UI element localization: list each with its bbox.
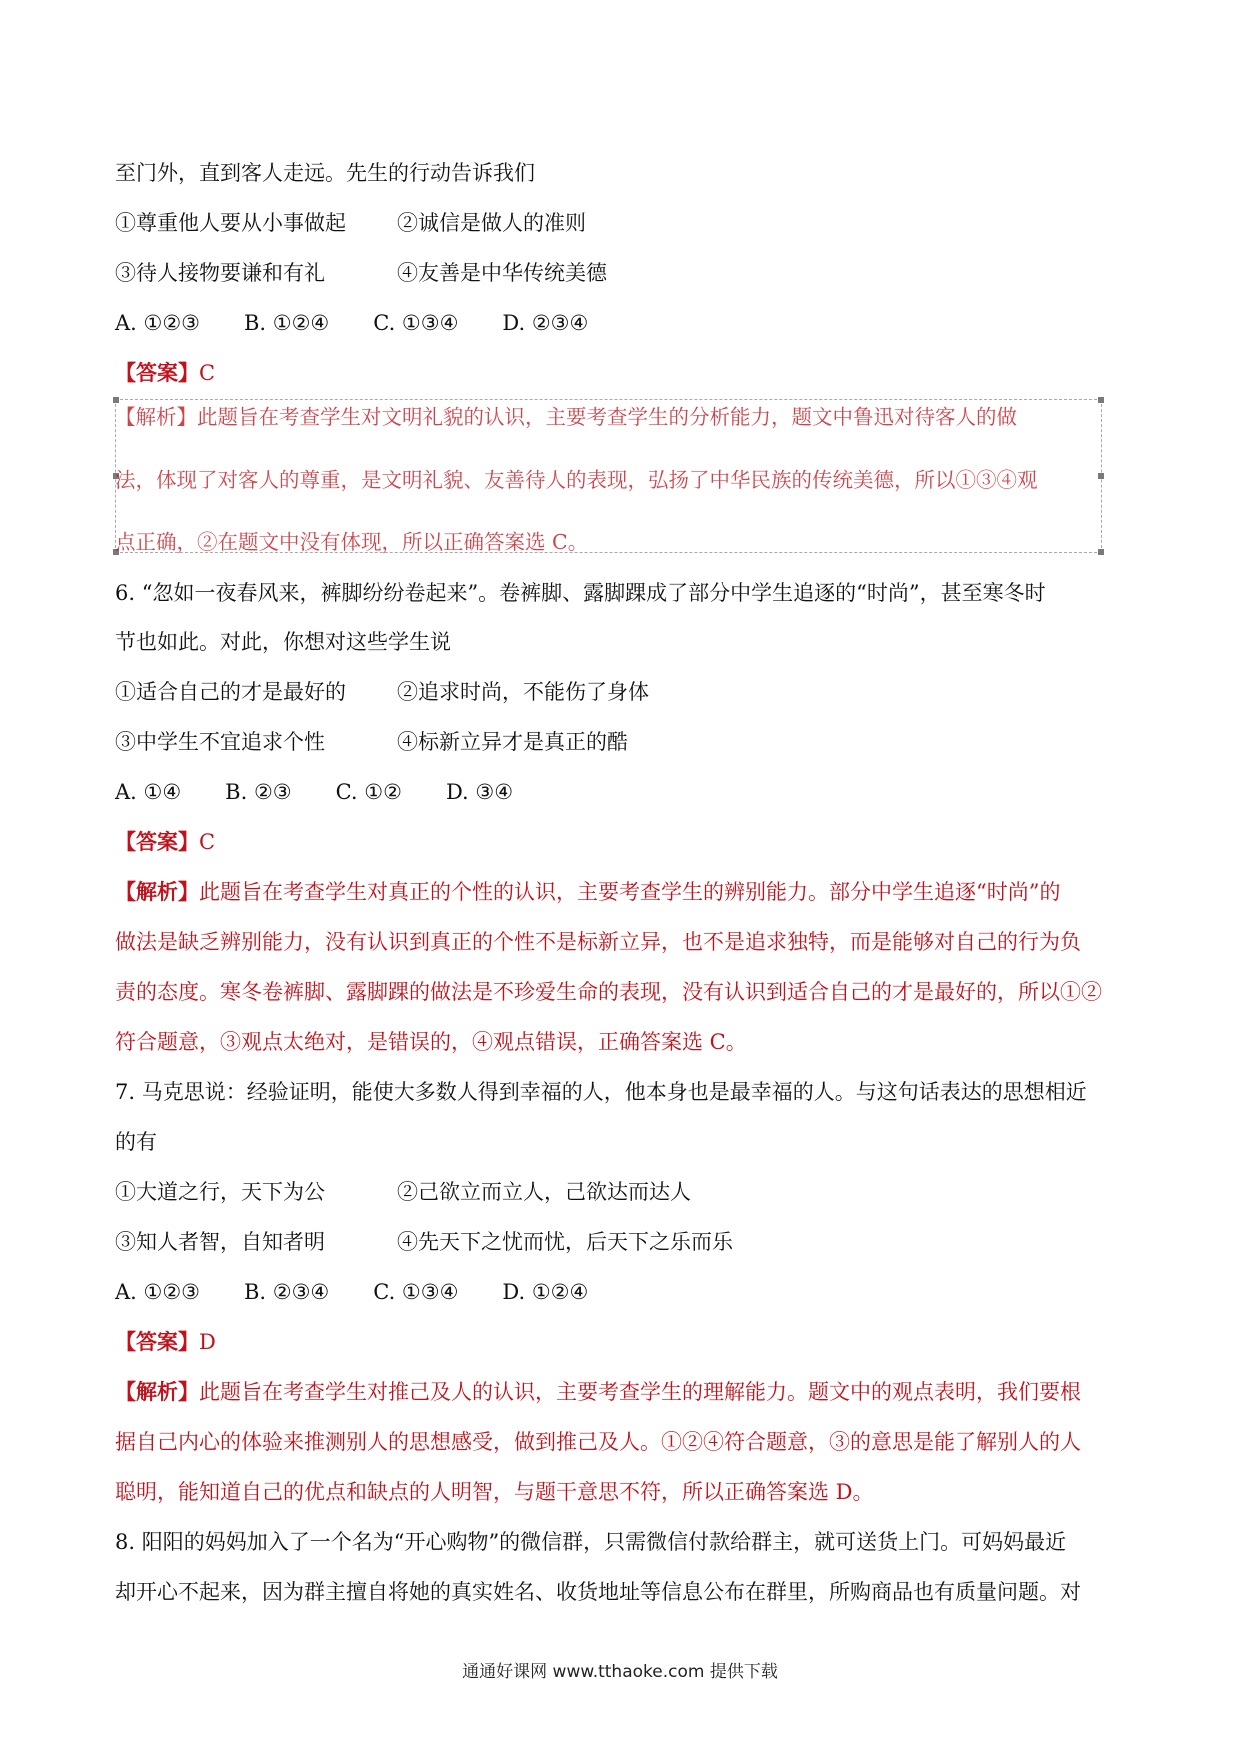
q5-statements-row-2 (115, 258, 1125, 288)
q6-answer-label: 【答案】 (115, 829, 199, 854)
q6-option-d: D. ③④ (445, 780, 514, 804)
q6-analysis-line-3: 责的态度。寒冬卷裤脚、露脚踝的做法是不珍爱生命的表现，没有认识到适合自己的才是最好的，所以①② (115, 980, 1102, 1004)
q5-stem-tail: 至门外，直到客人走远。先生的行动告诉我们 (115, 161, 535, 185)
q8-stem-line-2: 却开心不起来，因为群主擅自将她的真实姓名、收货地址等信息公布在群里，所购商品也有质量问题。对 (115, 1580, 1081, 1604)
q5-answer (115, 358, 1125, 388)
q6-answer (115, 827, 1125, 857)
q7-analysis-line-3: 聪明，能知道自己的优点和缺点的人明智，与题干意思不符，所以正确答案选 D。 (115, 1480, 874, 1504)
q7-option-d: D. ①②④ (502, 1280, 589, 1304)
q6-option-c: C. ①② (335, 780, 402, 804)
q7-option-c: C. ①③④ (373, 1280, 459, 1304)
q6-statement-3: ③中学生不宜追求个性 (115, 730, 325, 754)
q6-statements-row-2 (115, 727, 1125, 757)
q5-option-a: A. ①②③ (115, 311, 200, 335)
q5-answer-label: 【答案】 (115, 360, 199, 385)
q6-statement-2: ②追求时尚，不能伤了身体 (397, 680, 649, 704)
q6-statement-1: ①适合自己的才是最好的 (115, 680, 346, 704)
q7-statement-1: ①大道之行，天下为公 (115, 1180, 325, 1204)
q7-option-a: A. ①②③ (115, 1280, 200, 1304)
q7-analysis-text-1: 此题旨在考查学生对推己及人的认识，主要考查学生的理解能力。题文中的观点表明，我们要根 (199, 1380, 1081, 1404)
q5-option-c: C. ①③④ (373, 311, 459, 335)
q6-option-a: A. ①④ (115, 780, 182, 804)
q7-analysis-line-2: 据自己内心的体验来推测别人的思想感受，做到推己及人。①②④符合题意，③的意思是能了解别人的人 (115, 1430, 1081, 1454)
q5-statement-2: ②诚信是做人的准则 (397, 211, 586, 235)
q7-answer-label: 【答案】 (115, 1329, 199, 1354)
q5-options (115, 308, 1125, 338)
q7-statements-row-1 (115, 1177, 1125, 1207)
q6-analysis-text-1: 此题旨在考查学生对真正的个性的认识，主要考查学生的辨别能力。部分中学生追逐“时尚”的 (199, 880, 1061, 904)
q7-options (115, 1277, 1125, 1307)
q6-statement-4: ④标新立异才是真正的酷 (397, 730, 628, 754)
q7-answer (115, 1327, 1125, 1357)
q5-analysis-label: 【解析】 (115, 405, 197, 429)
q7-answer-value: D (199, 1330, 216, 1354)
q6-analysis-line-1 (115, 877, 1125, 907)
q6-analysis-line-2: 做法是缺乏辨别能力，没有认识到真正的个性不是标新立异，也不是追求独特，而是能够对自己的行为负 (115, 930, 1081, 954)
q7-stem-line-2: 的有 (115, 1130, 157, 1154)
q5-analysis-line-2: 法，体现了对客人的尊重，是文明礼貌、友善待人的表现，弘扬了中华民族的传统美德，所以①③④观 (115, 468, 1038, 492)
q5-statement-4: ④友善是中华传统美德 (397, 261, 607, 285)
q7-stem-line-1: 7. 马克思说：经验证明，能使大多数人得到幸福的人，他本身也是最幸福的人。与这句话表达的思想相近 (115, 1080, 1087, 1104)
q5-option-b: B. ①②④ (244, 311, 330, 335)
q6-analysis-line-4: 符合题意，③观点太绝对，是错误的，④观点错误，正确答案选 C。 (115, 1030, 747, 1054)
q5-option-d: D. ②③④ (502, 311, 589, 335)
q7-statement-3: ③知人者智，自知者明 (115, 1230, 325, 1254)
q7-statement-2: ②己欲立而立人，己欲达而达人 (397, 1180, 691, 1204)
q5-analysis-line-3: 点正确，②在题文中没有体现，所以正确答案选 C。 (115, 530, 589, 554)
q5-answer-value: C (199, 361, 216, 385)
q6-analysis-label: 【解析】 (115, 879, 199, 904)
q6-stem-line-2: 节也如此。对此，你想对这些学生说 (115, 630, 451, 654)
q5-statements-row-1 (115, 208, 1125, 238)
q6-options (115, 777, 1125, 807)
q6-stem-line-1: 6. “忽如一夜春风来，裤脚纷纷卷起来”。卷裤脚、露脚踝成了部分中学生追逐的“时尚”，甚至寒冬时 (115, 581, 1046, 605)
q8-stem-line-1: 8. 阳阳的妈妈加入了一个名为“开心购物”的微信群，只需微信付款给群主，就可送货上门。可妈妈最近 (115, 1530, 1067, 1554)
q6-answer-value: C (199, 830, 216, 854)
q7-statement-4: ④先天下之忧而忧，后天下之乐而乐 (397, 1230, 733, 1254)
q5-analysis-line-1 (115, 402, 1125, 432)
q7-statements-row-2 (115, 1227, 1125, 1257)
q5-statement-1: ①尊重他人要从小事做起 (115, 211, 346, 235)
q7-analysis-line-1 (115, 1377, 1125, 1407)
q5-analysis-text-1: 此题旨在考查学生对文明礼貌的认识，主要考查学生的分析能力，题文中鲁迅对待客人的做 (197, 405, 1017, 429)
page-footer: 通通好课网 www.tthaoke.com 提供下载 (462, 1662, 778, 1682)
q6-statements-row-1 (115, 677, 1125, 707)
q7-option-b: B. ②③④ (244, 1280, 330, 1304)
q7-analysis-label: 【解析】 (115, 1379, 199, 1404)
q6-option-b: B. ②③ (225, 780, 292, 804)
q5-statement-3: ③待人接物要谦和有礼 (115, 261, 325, 285)
